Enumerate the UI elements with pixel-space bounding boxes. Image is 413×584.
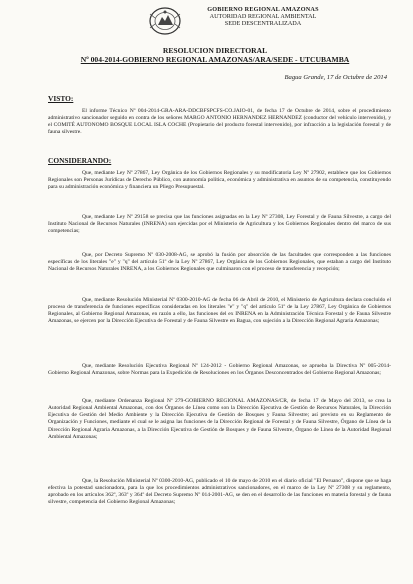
regional-seal-logo (146, 6, 184, 36)
paragraph-5-text: Que, mediante Resolución Ministerial Nº 0300-2010-AG de fecha 06 de Abril de 2010, el Ministerio de Agricultura declara concluido el proceso de transferencia de funciones específicas consideradas en los literales "e" y "q" del artículo 51º de la Ley 27867, Ley Orgánica de Gobiernos Regionales, al Gobierno Regional Amazonas, en razón a ello, las funciones del ex INRENA en la Administración Técnica Forestal y de Fauna Silvestre Amazonas, se ejercen por la Dirección Ejecutiva de Forestal y de Fauna Silvestre en Bagua, con sujeción a la Dirección Regional Agraria Amazonas; (48, 297, 391, 325)
paragraph-4 (48, 252, 391, 273)
paragraph-2 (48, 170, 391, 191)
paragraph-1-text: El informe Técnico Nº 004-2014-GRA-ARA-DDCBFSPCFS-CO.JAIO-01, de fecha 17 de Octubre de 2014, sobre el procedimiento administrativo sancionador seguido en contra de los señores MARGO ANTONIO HERNANDEZ HERNANDEZ (conductor del vehículo intervenido), y el COMITÉ AUTONOMO BOSQUE LOCAL ISLA COCHE (Propietario del producto forestal intervenido), por infracción a la legislación forestal y de fauna silvestre. (48, 108, 391, 136)
paragraph-7-text: Que, mediante Ordenanza Regional Nº 279-GOBIERNO REGIONAL AMAZONAS/CR, de fecha 17 de Mayo del 2013, se crea la Autoridad Regional Ambiental Amazonas, con dos Órganos de Línea como son la Dirección Ejecutiva de Gestión de Recursos Naturales, la Dirección Ejecutiva de Gestión del Medio Ambiente y la Dirección Ejecutiva de Gestión de Bosques y Fauna Silvestre; así previsto en su Reglamento de Organización y Funciones, mediante el cual se le asigna las funciones de la Dirección Regional de Forestal y de Fauna Silvestre, Órgano de Línea de la Dirección Regional Agraria Amazonas, a la Dirección Ejecutiva de Gestión de Bosques y de Fauna Silvestre, Órgano de Línea de la Autoridad Regional Ambiental Amazonas; (48, 398, 391, 440)
paragraph-6 (48, 363, 391, 377)
paragraph-5 (48, 297, 391, 326)
letterhead-line-1: GOBIERNO REGIONAL AMAZONAS (207, 6, 319, 13)
paragraph-7 (48, 398, 391, 441)
document-title (70, 46, 360, 64)
section-considerando: CONSIDERANDO: (48, 156, 112, 165)
paragraph-8-text: Que, la Resolución Ministerial Nº 0300-2010-AG, publicado el 10 de mayo de 2010 en el diario oficial "El Peruano", dispone que se haga efectiva la potestad sancionadora, para la que los procedimientos administrativos sancionadores, en el marco de la Ley Nº 27308 y su reglamento, aprobado en los artículos 362º, 363º y 364º del Decreto Supremo Nº 014-2001-AG, se den en el desarrollo de las funciones en materia forestal y de fauna silvestre, competencia del Gobierno Regional Amazonas; (48, 478, 391, 506)
paragraph-4-text: Que, por Decreto Supremo Nº 030-2008-AG, se aprobó la fusión por absorción de las facultades que corresponden a las funciones específicas de los literales "e" y "q" del artículo 51º de la Ley Nº 27867, Ley Orgánica de los Gobiernos Regionales, que estaban a cargo del Instituto Nacional de Recursos Naturales INRENA, a los Gobiernos Regionales que culminaron con el proceso de transferencia y recepción; (48, 252, 391, 273)
letterhead-line-3: SEDE DESCENTRALIZADA (224, 20, 302, 27)
resolution-number: Nº 004-2014-GOBIERNO REGIONAL AMAZONAS/ARA/SEDE - UTCUBAMBA (80, 55, 350, 64)
paragraph-1 (48, 108, 391, 137)
paragraph-6-text: Que, mediante Resolución Ejecutiva Regional Nº 124-2012 - Gobierno Regional Amazonas, se aprueba la Directiva Nº 005-2014-Gobierno Regional Amazonas, sobre Normas para la Expedición de Resoluciones en los Órganos Desconcentrados del Gobierno Regional Amazonas; (48, 363, 391, 377)
paragraph-3 (48, 214, 391, 235)
title-line-1: RESOLUCION DIRECTORAL (162, 46, 268, 55)
section-visto: VISTO: (48, 94, 74, 103)
place-date: Bagua Grande, 17 de Octubre de 2014 (284, 74, 387, 81)
letterhead (188, 6, 338, 27)
paragraph-2-text: Que, mediante Ley Nº 27867, Ley Orgánica de los Gobiernos Regionales y su modificatoria Ley Nº 27902, establece que los Gobiernos Regionales son Personas Jurídicas de Derecho Público, con autonomía política, económica y administrativa en asuntos de su competencia, constituyendo para su administración económica y financiera un Pliego Presupuestal. (48, 170, 391, 191)
paragraph-8 (48, 478, 391, 507)
letterhead-line-2: AUTORIDAD REGIONAL AMBIENTAL (209, 13, 317, 20)
paragraph-3-text: Que, mediante Ley Nº 29158 se precisa que las funciones asignadas en la Ley Nº 27308, Ley Forestal y de Fauna Silvestre, a cargo del Instituto Nacional de Recursos Naturales (INRENA) son ejercidas por el Ministerio de Agricultura y los Gobiernos Regionales dentro del marco de sus competencias; (48, 214, 391, 235)
